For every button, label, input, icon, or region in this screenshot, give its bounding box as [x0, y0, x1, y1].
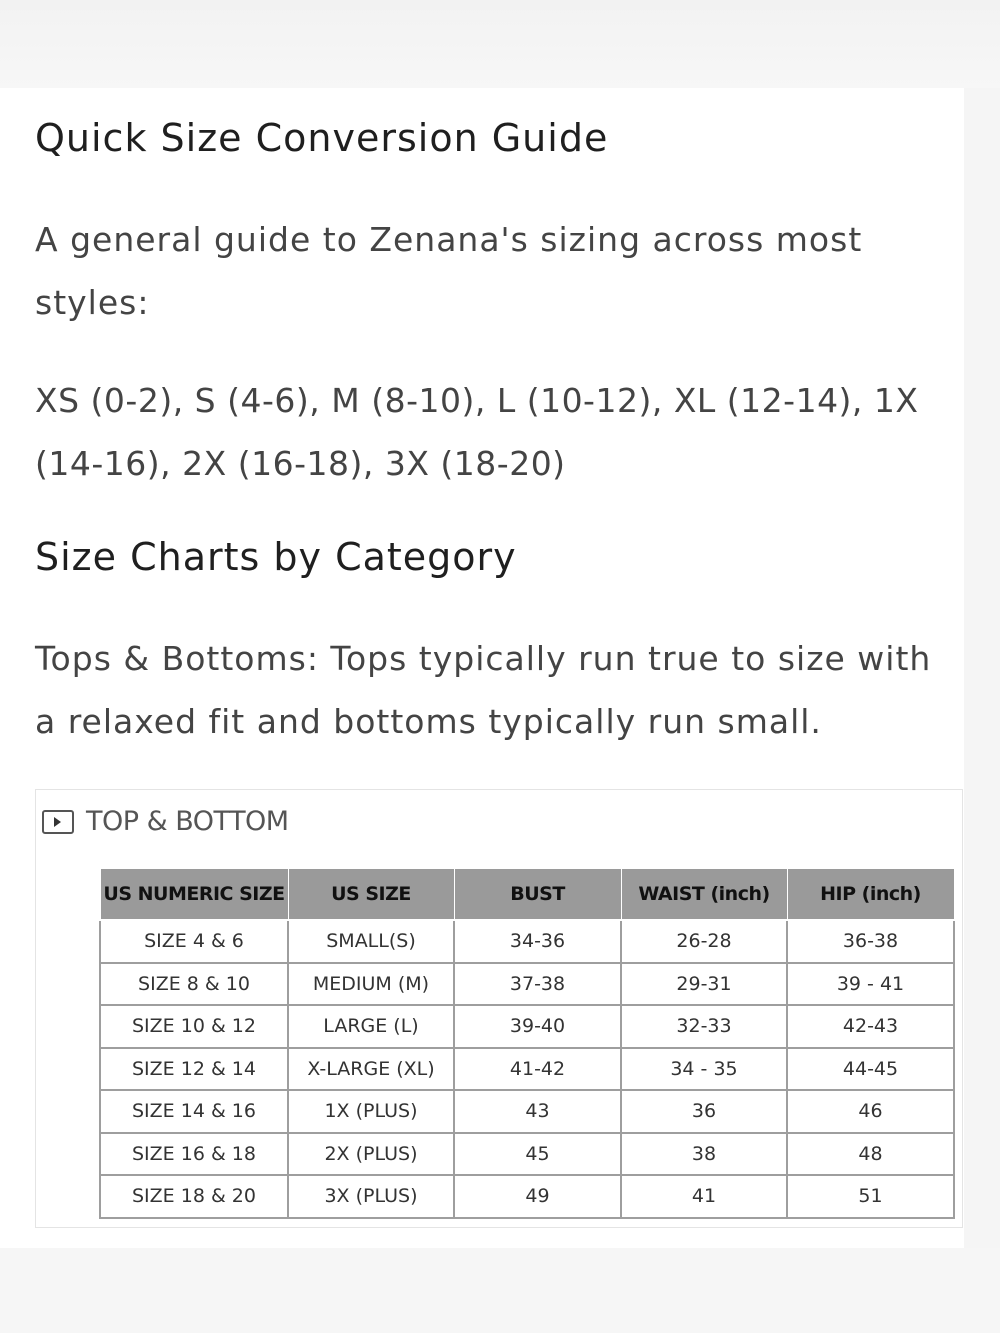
quick-guide-intro: A general guide to Zenana's sizing across most styles:: [35, 220, 863, 322]
table-cell: 44-45: [787, 1048, 954, 1091]
size-chart-title[interactable]: TOP & BOTTOM: [86, 806, 289, 837]
size-charts-title: Size Charts by Category: [35, 535, 517, 579]
header-waist: WAIST (inch): [621, 869, 787, 921]
header-us-size: US SIZE: [288, 869, 454, 921]
top-background: [0, 0, 1000, 88]
table-cell: 34 - 35: [621, 1048, 787, 1091]
right-edge-background: [964, 88, 1000, 1248]
table-cell: MEDIUM (M): [288, 963, 454, 1006]
table-row: [100, 1175, 954, 1218]
play-triangle-icon[interactable]: [42, 810, 74, 834]
table-cell: X-LARGE (XL): [288, 1048, 454, 1091]
table-cell: 51: [787, 1175, 954, 1218]
table-cell: 48: [787, 1133, 954, 1176]
table-cell: 37-38: [454, 963, 621, 1006]
table-cell: 26-28: [621, 920, 787, 963]
table-cell: 36-38: [787, 920, 954, 963]
table-cell: 42-43: [787, 1005, 954, 1048]
table-cell: SIZE 12 & 14: [100, 1048, 288, 1091]
table-row: [100, 1048, 954, 1091]
table-cell: SIZE 14 & 16: [100, 1090, 288, 1133]
table-cell: 41-42: [454, 1048, 621, 1091]
quick-guide-sizes: XS (0-2), S (4-6), M (8-10), L (10-12), XL (12-14), 1X (14-16), 2X (16-18), 3X (18-20): [35, 381, 919, 483]
table-cell: 45: [454, 1133, 621, 1176]
table-cell: SMALL(S): [288, 920, 454, 963]
table-cell: 39-40: [454, 1005, 621, 1048]
table-cell: 39 - 41: [787, 963, 954, 1006]
size-chart-panel: [35, 789, 963, 1228]
table-cell: 46: [787, 1090, 954, 1133]
table-row: [100, 1133, 954, 1176]
table-cell: SIZE 18 & 20: [100, 1175, 288, 1218]
size-charts-description: Tops & Bottoms: Tops typically run true to size with a relaxed fit and bottoms typically run small.: [35, 639, 932, 741]
table-cell: 2X (PLUS): [288, 1133, 454, 1176]
table-header-row: [100, 869, 954, 921]
bottom-background: [0, 1248, 1000, 1333]
table-cell: SIZE 8 & 10: [100, 963, 288, 1006]
table-cell: SIZE 4 & 6: [100, 920, 288, 963]
table-cell: 41: [621, 1175, 787, 1218]
table-cell: 43: [454, 1090, 621, 1133]
table-row: [100, 963, 954, 1006]
table-cell: 34-36: [454, 920, 621, 963]
table-row: [100, 920, 954, 963]
header-bust: BUST: [454, 869, 621, 921]
table-cell: 49: [454, 1175, 621, 1218]
table-cell: 29-31: [621, 963, 787, 1006]
table-cell: 32-33: [621, 1005, 787, 1048]
table-cell: LARGE (L): [288, 1005, 454, 1048]
header-us-numeric-size: US NUMERIC SIZE: [100, 869, 288, 921]
table-row: [100, 1090, 954, 1133]
size-table: [99, 868, 955, 1219]
table-cell: SIZE 16 & 18: [100, 1133, 288, 1176]
table-row: [100, 1005, 954, 1048]
quick-guide-title: Quick Size Conversion Guide: [35, 116, 609, 160]
table-cell: 3X (PLUS): [288, 1175, 454, 1218]
table-cell: SIZE 10 & 12: [100, 1005, 288, 1048]
table-cell: 1X (PLUS): [288, 1090, 454, 1133]
table-cell: 36: [621, 1090, 787, 1133]
header-hip: HIP (inch): [787, 869, 954, 921]
table-cell: 38: [621, 1133, 787, 1176]
